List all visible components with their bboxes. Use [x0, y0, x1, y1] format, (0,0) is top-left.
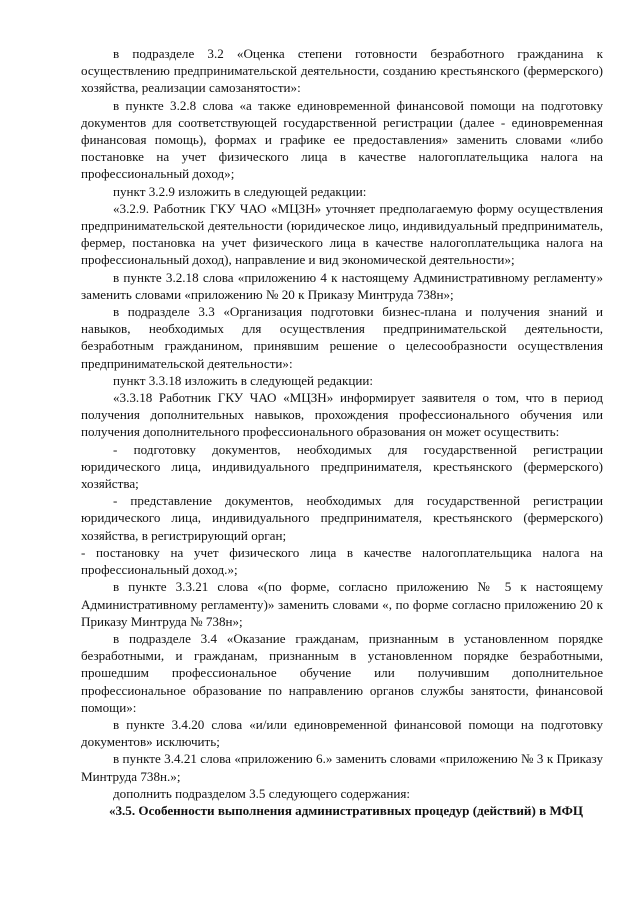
paragraph-item-3-2-9-text: «3.2.9. Работник ГКУ ЧАО «МЦЗН» уточняет предполагаемую форму осуществления предпринимательской деятельности (юридическое лицо, индивидуальный предприниматель, фермер, постановка на учет физического лица в качестве налогоплательщика налога на профессиональный доход), направление и вид экономической деятельности»;: [81, 200, 603, 268]
list-item-document-submission: - представление документов, необходимых для государственной регистрации юридического лица, индивидуального предпринимателя, крестьянского (фермерского) хозяйства, в регистрирующий орган;: [81, 493, 603, 543]
paragraph-subsection-3-4: в подразделе 3.4 «Оказание гражданам, признанным в установленном порядке безработными, и гражданам, признанным в установленном порядке безработными, прошедшим профессиональное обучение или получившим дополнительное профессиональное образование по направлению органов службы занятости, финансовой помощи»:: [81, 630, 603, 715]
paragraph-item-3-2-18: в пункте 3.2.18 слова «приложению 4 к настоящему Административному регламенту» заменить словами «приложению № 20 к Приказу Минтруда 738н»;: [81, 269, 603, 302]
paragraph-item-3-3-18-text: «3.3.18 Работник ГКУ ЧАО «МЦЗН» информирует заявителя о том, что в период получения дополнительных навыков, прохождения профессионального обучения или получения дополнительного профессионального образования он может осуществить:: [81, 390, 603, 440]
list-item-document-preparation: - подготовку документов, необходимых для государственной регистрации юридического лица, индивидуального предпринимателя, крестьянского (фермерского) хозяйства;: [81, 441, 603, 492]
paragraph-item-3-3-21: в пункте 3.3.21 слова «(по форме, согласно приложению № 5 к настоящему Административному регламенту)» заменить словами «, по форме согласно приложению 20 к Приказу Минтруда № 738н»;: [81, 579, 603, 629]
paragraph-item-3-4-21: в пункте 3.4.21 слова «приложению 6.» заменить словами «приложению № 3 к Приказу Минтруда 738н.»;: [81, 751, 603, 784]
paragraph-item-3-2-8: в пункте 3.2.8 слова «а также единовременной финансовой помощи на подготовку документов для соответствующей государственной регистрации (далее - единовременная финансовая помощь), формах и графике ее предоставления» заменить словами «либо постановке на учет физического лица в качестве налогоплательщика налога на профессиональный доход»;: [81, 97, 603, 182]
paragraph-subsection-3-2: в подразделе 3.2 «Оценка степени готовности безработного гражданина к осуществлению предпринимательской деятельности, созданию крестьянского (фермерского) хозяйства, реализации самозанятости»:: [81, 46, 603, 96]
paragraph-item-3-2-9-intro: пункт 3.2.9 изложить в следующей редакции:: [113, 183, 367, 199]
document-body: [81, 45, 603, 819]
paragraph-add-subsection-3-5: дополнить подразделом 3.5 следующего содержания:: [113, 785, 411, 801]
paragraph-item-3-3-18-intro: пункт 3.3.18 изложить в следующей редакции:: [113, 372, 373, 388]
list-item-tax-registration: - постановку на учет физического лица в качестве налогоплательщика налога на профессиональный доход.»;: [81, 544, 603, 578]
paragraph-subsection-3-3: в подразделе 3.3 «Организация подготовки бизнес-плана и получения знаний и навыков, необходимых для осуществления предпринимательской деятельности, безработным гражданином, принявшим решение о целесообразности осуществления предпринимательской деятельности»:: [81, 304, 603, 371]
section-heading-3-5: «3.5. Особенности выполнения административных процедур (действий) в МФЦ: [108, 802, 584, 818]
paragraph-item-3-4-20: в пункте 3.4.20 слова «и/или единовременной финансовой помощи на подготовку документов» исключить;: [81, 716, 603, 750]
